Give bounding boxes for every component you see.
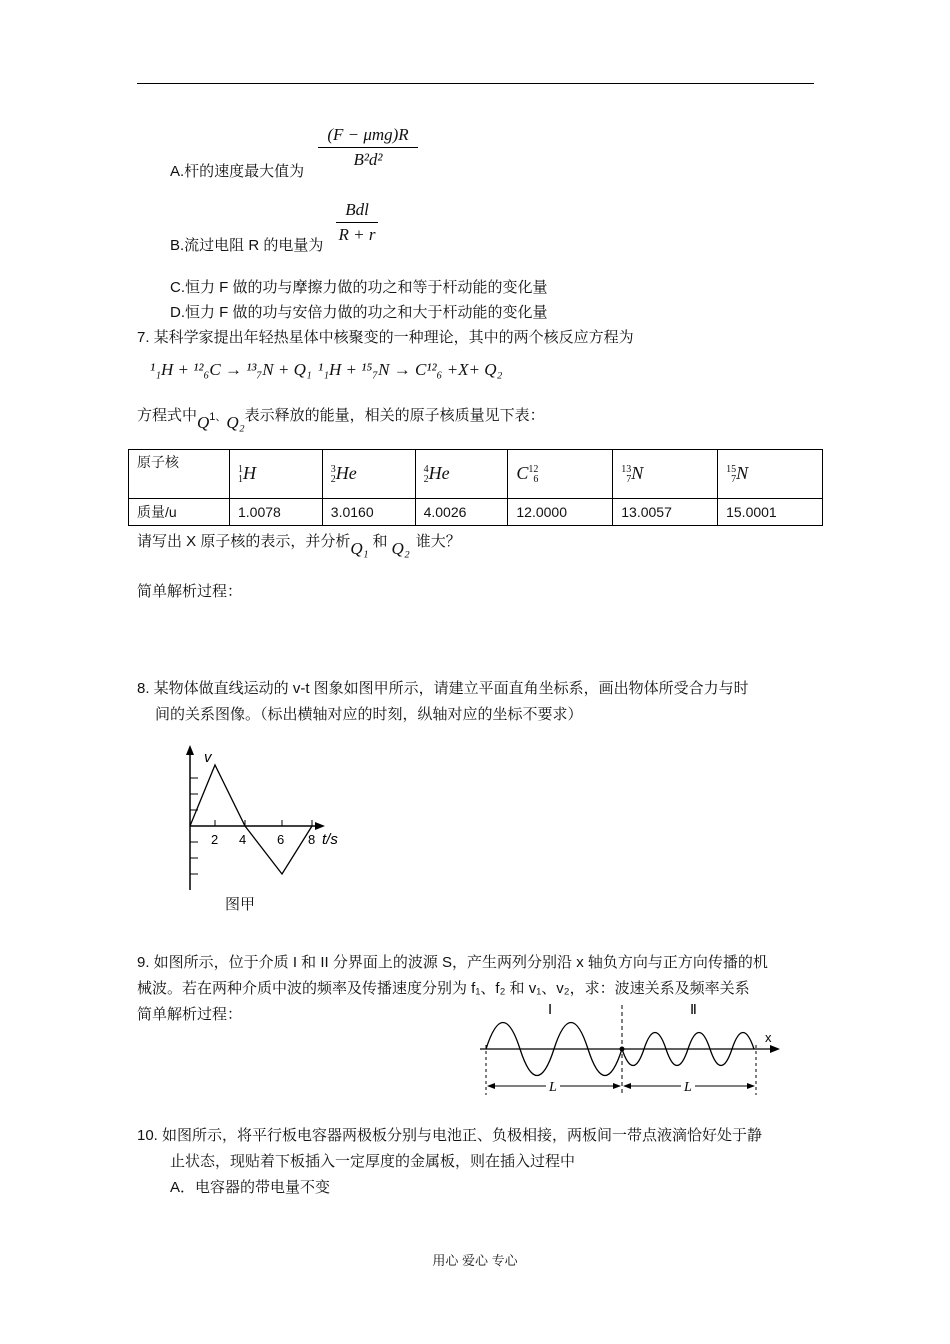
mass-number: 4 (423, 463, 429, 475)
nuclide-cell (508, 450, 613, 499)
t-axis-label: t/s (322, 831, 338, 848)
medium-II-label: Ⅱ (690, 1001, 697, 1017)
page-footer: 用心 爱心 专心 (432, 1253, 518, 1268)
atomic-number: 7 (731, 473, 737, 485)
text: 1、 (209, 411, 227, 423)
medium-I-label: Ⅰ (548, 1001, 553, 1017)
element-symbol: He (335, 463, 357, 484)
element-symbol: H (243, 463, 256, 484)
q7-energy-line (137, 404, 545, 432)
nuclide-symbol (238, 463, 256, 483)
t-axis-arrow (315, 822, 325, 830)
nuclide-mass-table (128, 449, 823, 526)
mass-cell: 4.0026 (415, 499, 508, 526)
vt-graph (170, 740, 370, 920)
x-axis-arrow (770, 1045, 780, 1053)
text: 和 (372, 533, 388, 550)
atomic-number: 2 (423, 473, 429, 485)
tick-label: 6 (277, 832, 285, 847)
element-symbol: N (736, 463, 749, 484)
q7-equation-1: ¹₁H + ¹²₆C → ¹³₇N + Q₁ (150, 360, 312, 379)
nuclide-symbol (424, 463, 450, 483)
header-rule (137, 83, 814, 84)
L-label-1: L (549, 1080, 557, 1095)
table-header-label: 原子核 (129, 450, 230, 499)
mass-number: 15 (726, 463, 737, 475)
mass-number: 13 (621, 463, 632, 475)
t-ticks (215, 820, 312, 826)
tick-label: 4 (239, 832, 247, 847)
mass-cell: 15.0001 (718, 499, 823, 526)
q9-analysis-label: 简单解析过程： (137, 1006, 243, 1023)
nuclide-cell (415, 450, 508, 499)
table-row-label: 质量/u (129, 499, 230, 526)
tick-label: 8 (308, 832, 316, 847)
option-b-label: B.流过电阻 R 的电量为 (170, 237, 324, 254)
tick-label: 2 (211, 832, 219, 847)
nuclide-cell (322, 450, 415, 499)
fraction-numerator: Bdl (345, 200, 369, 219)
text: 请写出 X 原子核的表示，并分析 (137, 533, 351, 550)
v-axis-arrow (186, 745, 194, 755)
nuclide-symbol (331, 463, 357, 483)
text: 方程式中 (137, 407, 198, 424)
atomic-number: 7 (626, 473, 632, 485)
q2-symbol: Q₂ (226, 413, 245, 432)
option-c: C.恒力 F 做的功与摩擦力做的功之和等于杆动能的变化量 (170, 279, 548, 296)
nuclide-cell (613, 450, 718, 499)
q1-symbol: Q (197, 413, 210, 432)
q7-question (137, 530, 461, 558)
q10-line-1: 10. 如图所示，将平行板电容器两极板分别与电池正、负极相接，两板间一带点液滴恰好处于静 (137, 1127, 763, 1144)
q7-equation-2: ¹₁H + ¹⁵₇N → C¹²₆ +X+ Q₂ (318, 360, 503, 379)
fraction-numerator: (F − μmg)R (327, 125, 409, 144)
L-label-2: L (684, 1080, 692, 1095)
q7-stem: 7. 某科学家提出年轻热星体中核聚变的一种理论，其中的两个核反应方程为 (137, 329, 634, 346)
nuclide-symbol (516, 463, 538, 483)
q9-line-2: 械波。若在两种介质中波的频率及传播速度分别为 f₁、f₂ 和 v₁、v₂，求：波速关系及频率关系 (137, 980, 750, 997)
source-point (620, 1047, 625, 1052)
q1-symbol: Q₁ (350, 539, 369, 558)
vt-curve (190, 765, 312, 874)
figure-caption: 图甲 (225, 896, 256, 913)
element-symbol: He (428, 463, 450, 484)
atomic-number: 6 (533, 473, 539, 485)
nuclide-symbol (621, 463, 643, 483)
q8-line-1: 8. 某物体做直线运动的 v-t 图象如图甲所示，请建立平面直角坐标系，画出物体所受合力与时 (137, 680, 749, 697)
fraction-denominator: B²d² (353, 150, 383, 169)
q10-line-2: 止状态，现贴着下板插入一定厚度的金属板，则在插入过程中 (170, 1153, 576, 1170)
q10-option-a: A．电容器的带电量不变 (170, 1179, 331, 1196)
fraction-denominator: R + r (338, 225, 376, 244)
element-symbol: N (631, 463, 644, 484)
q9-line-1: 9. 如图所示，位于介质 I 和 II 分界面上的波源 S，产生两列分别沿 x 轴负方向与正方向传播的机 (137, 954, 768, 971)
mass-number: 1 (238, 463, 243, 475)
option-b-fraction (336, 200, 378, 245)
nuclide-cell (230, 450, 323, 499)
wave-diagram (478, 1000, 788, 1100)
text: 谁大？ (415, 533, 461, 550)
mass-number: 12 (528, 463, 539, 475)
mass-cell: 12.0000 (508, 499, 613, 526)
atomic-number: 1 (238, 473, 243, 485)
mass-number: 3 (330, 463, 336, 475)
option-d: D.恒力 F 做的功与安倍力做的功之和大于杆动能的变化量 (170, 304, 548, 321)
text: 表示释放的能量，相关的原子核质量见下表： (244, 407, 545, 424)
option-a-label: A.杆的速度最大值为 (170, 163, 305, 180)
mass-cell: 1.0078 (230, 499, 323, 526)
option-a-fraction (318, 125, 418, 170)
nuclide-symbol (726, 463, 748, 483)
v-axis-label: v (204, 749, 212, 766)
q2-symbol: Q₂ (391, 539, 410, 558)
x-axis-label: x (765, 1030, 772, 1045)
nuclide-cell (718, 450, 823, 499)
mass-cell: 3.0160 (322, 499, 415, 526)
atomic-number: 2 (330, 473, 336, 485)
element-symbol: C (516, 463, 529, 484)
mass-cell: 13.0057 (613, 499, 718, 526)
q8-line-2: 间的关系图像。（标出横轴对应的时刻，纵轴对应的坐标不要求） (155, 706, 583, 723)
q7-analysis-label: 简单解析过程： (137, 583, 243, 600)
